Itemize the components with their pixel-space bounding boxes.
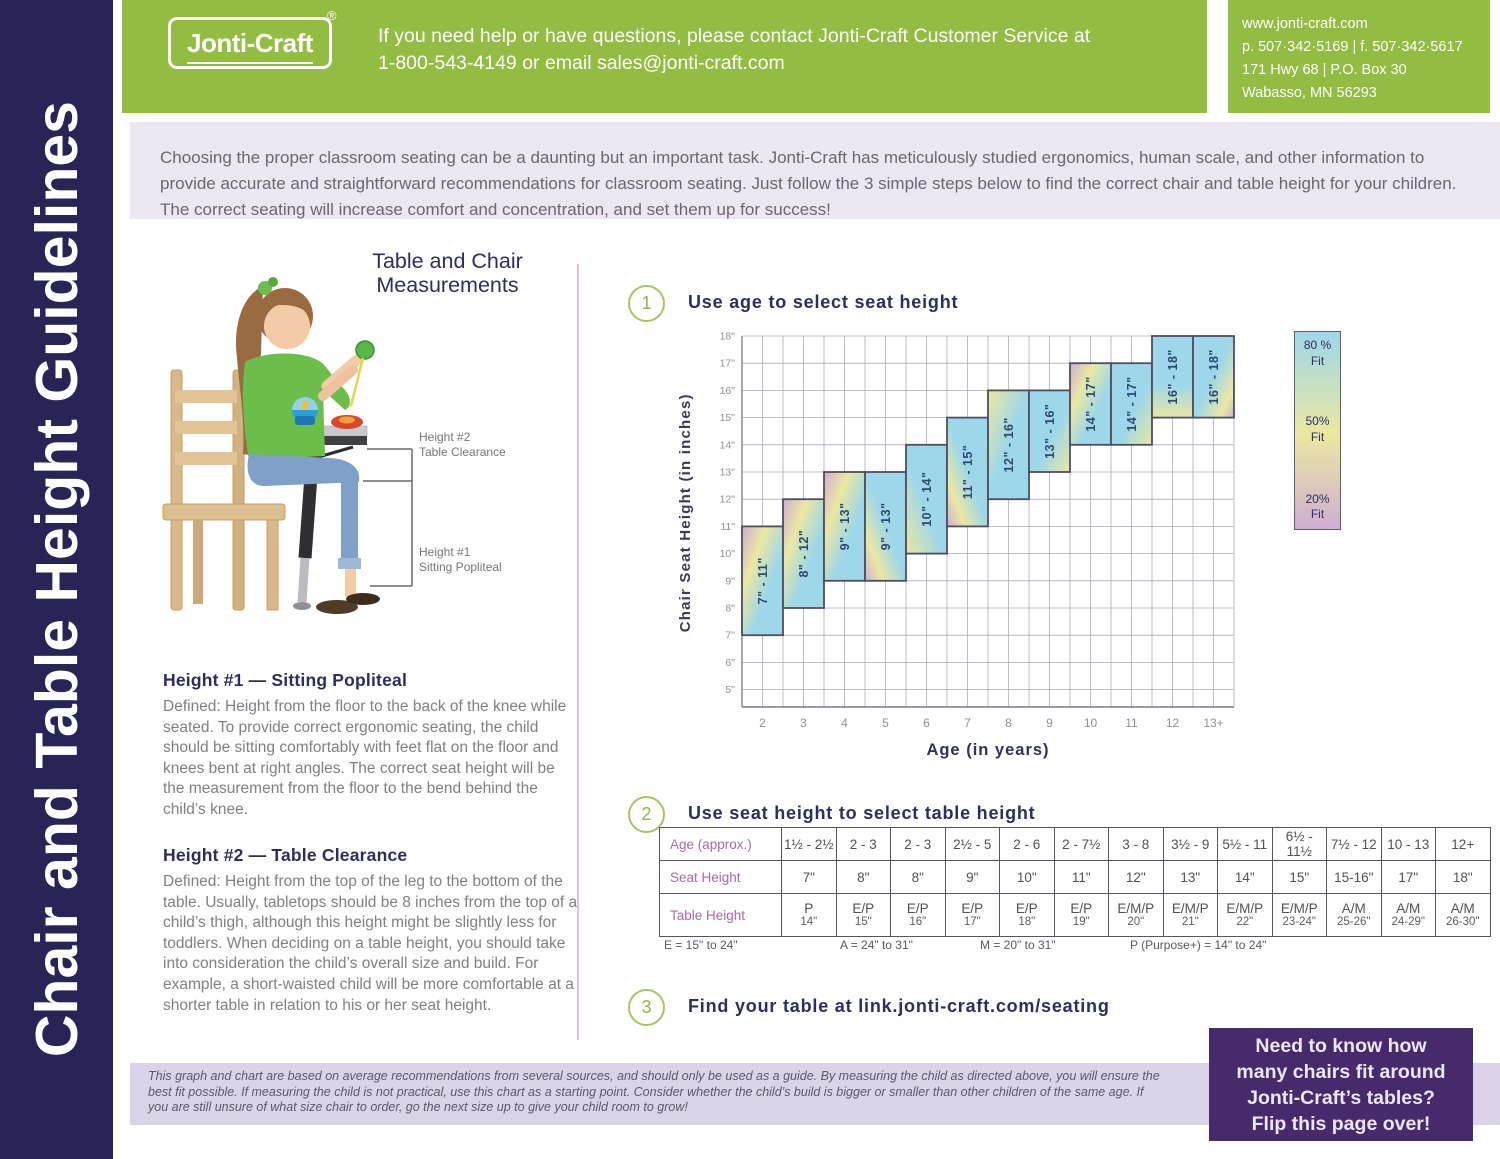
measurements-title: Table and Chair Measurements — [372, 249, 523, 297]
step-3-title: Find your table at link.jonti-craft.com/seating — [688, 996, 1110, 1016]
svg-text:15": 15" — [719, 412, 735, 425]
table-cell: P 14" — [782, 894, 837, 937]
table-cell: 2½ - 5 — [945, 828, 1000, 861]
table-cell: E/P 18" — [1000, 894, 1055, 937]
svg-text:10: 10 — [1083, 716, 1098, 730]
table-cell: 17" — [1381, 861, 1436, 894]
svg-text:6: 6 — [923, 716, 930, 730]
legend-50-fit: 50% Fit — [1305, 414, 1330, 444]
svg-text:3: 3 — [800, 716, 807, 730]
step-2-badge: 2 — [628, 796, 665, 833]
table-cell: 15" — [1272, 861, 1327, 894]
website-text: www.jonti-craft.com — [1242, 16, 1368, 32]
height1-callout-label: Height #1 — [419, 545, 471, 559]
column-divider — [577, 264, 579, 1040]
height2-callout-label: Height #2 — [419, 430, 471, 444]
jonti-craft-logo — [168, 17, 332, 69]
svg-text:2: 2 — [759, 716, 766, 730]
seat-height-table — [659, 827, 1491, 937]
svg-text:11": 11" — [720, 520, 735, 533]
height2-body: Defined: Height from the top of the leg to the bottom of the table. Usually, tabletops should be 8 inches from the top of a child’s thigh, although this height might be slightly less for toddlers. When deciding on a table height, you should take into consideration the child’s overall size and build. For example, a short-waisted child will be more comfortable at a shorter table in relation to his or her seat height. — [163, 873, 578, 1014]
height2-callout-label2: Table Clearance — [419, 445, 506, 459]
svg-text:7": 7" — [725, 629, 735, 642]
bar-label: 14" - 17" — [1084, 376, 1098, 432]
table-cell: A/M 25-26" — [1327, 894, 1382, 937]
svg-text:11: 11 — [1125, 716, 1138, 730]
help-line-1: If you need help or have questions, please contact Jonti-Craft Customer Service at — [378, 25, 1091, 47]
row-label: Table Height — [660, 894, 782, 937]
bar-label: 10" - 14" — [920, 471, 934, 527]
table-cell: E/M/P 22" — [1218, 894, 1273, 937]
contact-block — [1228, 0, 1490, 113]
svg-text:12": 12" — [719, 493, 735, 506]
table-cell: 12+ — [1436, 828, 1491, 861]
bar-label: 7" - 11" — [756, 557, 770, 605]
bar-label: 16" - 18" — [1166, 349, 1180, 405]
svg-text:17": 17" — [719, 357, 735, 370]
table-cell: 2 - 3 — [836, 828, 891, 861]
svg-text:5: 5 — [882, 716, 889, 730]
svg-text:18": 18" — [719, 330, 735, 343]
table-footnotes — [659, 938, 1499, 956]
height1-callout-label2: Sitting Popliteal — [419, 560, 502, 574]
help-line-2: 1-800-543-4149 or email sales@jonti-craft.com — [378, 51, 785, 74]
table-cell: 2 - 6 — [1000, 828, 1055, 861]
y-tick-labels — [720, 331, 736, 697]
flip-page-note: Need to know how many chairs fit around Jonti-Craft’s tables? Flip this page over! — [1209, 1028, 1473, 1141]
legend-20-fit: 20% Fit — [1305, 491, 1330, 522]
bar-label: 11" - 15" — [961, 444, 975, 500]
svg-text:12: 12 — [1165, 716, 1180, 730]
table-cell: E/P 15" — [836, 894, 891, 937]
table-cell: 6½ - 11½ — [1272, 828, 1327, 861]
fit-legend — [1294, 331, 1341, 530]
table-cell: 1½ - 2½ — [782, 828, 837, 861]
height1-body: Defined: Height from the floor to the back of the knee while seated. To provide correct ergonomic seating, the child should be sitting comfortably with feet flat on the floor and knees bent at right angles. The correct seat height will be the measurement from the floor to the bend behind the child’s knee. — [163, 698, 567, 819]
page-title: Chair and Table Height Guidelines — [23, 101, 90, 1058]
table-cell: E/M/P 23-24" — [1272, 894, 1327, 937]
svg-text:8: 8 — [1005, 716, 1012, 730]
table-cell: 7½ - 12 — [1327, 828, 1382, 861]
svg-text:7: 7 — [964, 716, 971, 730]
table-cell: 2 - 7½ — [1054, 828, 1109, 861]
table-cell: E/P 19" — [1054, 894, 1109, 937]
height2-heading: Height #2 — Table Clearance — [163, 845, 408, 865]
step-1-title: Use age to select seat height — [688, 292, 959, 312]
bar-label: 9" - 13" — [879, 502, 893, 551]
svg-text:13": 13" — [719, 466, 735, 479]
bar-label: 16" - 18" — [1207, 349, 1221, 405]
svg-text:10": 10" — [719, 548, 735, 561]
svg-text:16": 16" — [719, 384, 735, 397]
registered-mark-icon: ® — [327, 8, 337, 23]
footnote: M = 20" to 31" — [980, 938, 1056, 952]
table-cell: 12" — [1109, 861, 1164, 894]
table-cell: E/M/P 21" — [1163, 894, 1218, 937]
svg-text:6": 6" — [725, 656, 735, 669]
table-cell: 8" — [891, 861, 946, 894]
x-axis-title: Age (in years) — [926, 741, 1050, 759]
child-at-table-photo — [145, 258, 575, 658]
row-label: Seat Height — [660, 861, 782, 894]
svg-text:9": 9" — [725, 575, 735, 588]
table-cell: 8" — [836, 861, 891, 894]
table-cell: 3 - 8 — [1109, 828, 1164, 861]
table-cell: E/P 17" — [945, 894, 1000, 937]
footnote: P (Purpose+) = 14" to 24" — [1130, 938, 1267, 952]
table-cell: A/M 24-29" — [1381, 894, 1436, 937]
bar-label: 14" - 17" — [1125, 376, 1139, 432]
table-cell: 13" — [1163, 861, 1218, 894]
logo-text: Jonti-Craft — [187, 28, 313, 64]
svg-text:8": 8" — [725, 602, 735, 615]
header — [122, 0, 1207, 113]
table-cell: 2 - 3 — [891, 828, 946, 861]
row-label: Age (approx.) — [660, 828, 782, 861]
legend-80-fit: 80 % Fit — [1303, 338, 1332, 368]
table-cell: 11" — [1054, 861, 1109, 894]
step-2-title: Use seat height to select table height — [688, 803, 1036, 823]
table-cell: A/M 26-30" — [1436, 894, 1491, 937]
footnote: A = 24" to 31" — [840, 938, 913, 952]
step-3-badge: 3 — [628, 989, 665, 1026]
sidebar — [0, 0, 113, 1159]
customer-service-text — [378, 23, 1090, 77]
phone-fax-text: p. 507·342·5169 | f. 507·342·5617 — [1242, 38, 1463, 55]
address-line-1: 171 Hwy 68 | P.O. Box 30 — [1242, 61, 1407, 78]
step-1-badge: 1 — [628, 285, 665, 322]
seat-height-chart — [660, 325, 1260, 777]
table-cell: 9" — [945, 861, 1000, 894]
table-cell: E/M/P 20" — [1109, 894, 1164, 937]
footnote: E = 15" to 24" — [664, 938, 738, 952]
svg-text:14": 14" — [719, 439, 735, 452]
measurement-callouts — [363, 449, 412, 586]
x-tick-labels — [759, 716, 1224, 730]
table-cell: 3½ - 9 — [1163, 828, 1218, 861]
address-line-2: Wabasso, MN 56293 — [1242, 84, 1377, 101]
bar-label: 9" - 13" — [838, 502, 852, 551]
disclaimer-text: This graph and chart are based on average recommendations from several sources, and should only be used as a guide. By measuring the child as directed above, you will ensure the best fit possible. If measuring the child is not practical, use this chart as a starting point. Consider whether the child’s build is bigger or smaller than other children of the same age. If you are still unsure of what size chair to order, go the next size up to give your child room to grow! — [148, 1069, 1160, 1114]
table-cell: 7" — [782, 861, 837, 894]
table-cell: 14" — [1218, 861, 1273, 894]
svg-text:9: 9 — [1046, 716, 1053, 730]
table-cell: 10" — [1000, 861, 1055, 894]
table-cell: 15-16" — [1327, 861, 1382, 894]
svg-text:4: 4 — [841, 716, 848, 730]
table-cell: 10 - 13 — [1381, 828, 1436, 861]
bar-label: 8" - 12" — [797, 529, 811, 578]
bar-label: 13" - 16" — [1043, 403, 1057, 459]
intro-paragraph: Choosing the proper classroom seating can be a daunting but an important task. Jonti-Craft has meticulously studied ergonomics, human scale, and other information to provide accurate and straightforward recommendations for classroom seating. Just follow the 3 simple steps below to find the correct chair and table height for your children. The correct seating will increase comfort and concentration, and set them up for success! — [130, 122, 1500, 219]
y-axis-title: Chair Seat Height (in inches) — [677, 393, 694, 633]
table-cell: 18" — [1436, 861, 1491, 894]
table-height-table — [659, 827, 1491, 937]
table-cell: 5½ - 11 — [1218, 828, 1273, 861]
bar-label: 12" - 16" — [1002, 417, 1016, 473]
height1-heading: Height #1 — Sitting Popliteal — [163, 670, 408, 690]
svg-text:13+: 13+ — [1203, 716, 1224, 730]
svg-text:5": 5" — [725, 684, 735, 697]
table-cell: E/P 16" — [891, 894, 946, 937]
